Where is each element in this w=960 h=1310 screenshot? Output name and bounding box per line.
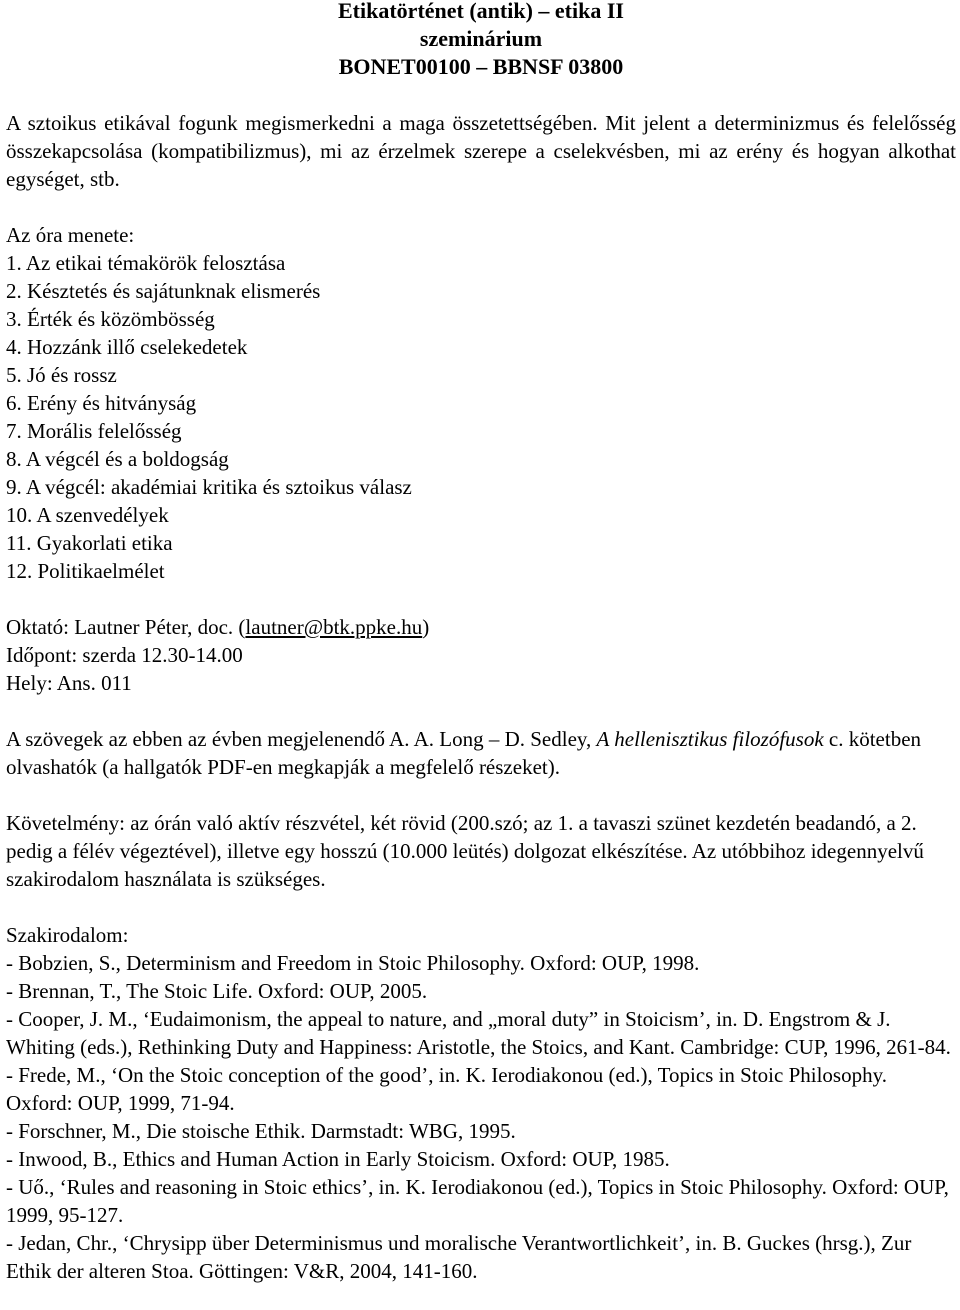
place-line: Hely: Ans. 011 [6, 671, 132, 695]
topics-section [6, 221, 956, 585]
texts-note [6, 725, 956, 781]
topic-item: 2. Késztetés és sajátunknak elismerés [6, 279, 321, 303]
topic-item: 10. A szenvedélyek [6, 503, 169, 527]
bibliography-section [6, 921, 956, 1285]
instructor-suffix: ) [422, 615, 430, 639]
instructor-text: Oktató: Lautner Péter, doc. ( [6, 615, 246, 639]
topic-item: 9. A végcél: akadémiai kritika és sztoikus válasz [6, 475, 412, 499]
reference-item: - Frede, M., ‘On the Stoic conception of the good’, in. K. Ierodiakonou (ed.), Topics in Stoic Philosophy. Oxford: OUP, 1999, 71-94. [6, 1063, 887, 1115]
texts-suffix: c. kötetben olvashatók (a hallgatók PDF-en megkapják a megfelelő részeket). [6, 727, 922, 779]
topic-item: 8. A végcél és a boldogság [6, 447, 229, 471]
reference-item: - Forschner, M., Die stoische Ethik. Darmstadt: WBG, 1995. [6, 1119, 516, 1143]
reference-item: - Uő., ‘Rules and reasoning in Stoic ethics’, in. K. Ierodiakonou (ed.), Topics in Stoic Philosophy. Oxford: OUP, 1999, 95-127. [6, 1175, 949, 1227]
time-line: Időpont: szerda 12.30-14.00 [6, 643, 243, 667]
topics-heading: Az óra menete: [6, 223, 135, 247]
course-header [6, 0, 956, 81]
topic-item: 1. Az etikai témakörök felosztása [6, 251, 286, 275]
book-title: A hellenisztikus filozófusok [596, 727, 824, 751]
topic-item: 3. Érték és közömbösség [6, 307, 215, 331]
course-description: A sztoikus etikával fogunk megismerkedni a maga összetettségében. Mit jelent a determinizmus és felelősség összekapcsolása (kompatibilizmus), mi az érzelmek szerepe a cselekvésben, mi az erény és hogyan alkothat egységet, stb. [6, 111, 956, 191]
topic-item: 12. Politikaelmélet [6, 559, 165, 583]
topic-item: 6. Erény és hitványság [6, 391, 197, 415]
texts-prefix: A szövegek az ebben az évben megjelenendő A. A. Long – D. Sedley, [6, 727, 597, 751]
bibliography-list [6, 949, 956, 1285]
syllabus-page [6, 0, 956, 1285]
topic-item: 11. Gyakorlati etika [6, 531, 173, 555]
course-code: BONET00100 – BBNSF 03800 [338, 54, 624, 79]
reference-item: - Bobzien, S., Determinism and Freedom in Stoic Philosophy. Oxford: OUP, 1998. [6, 951, 700, 975]
reference-item: - Inwood, B., Ethics and Human Action in Early Stoicism. Oxford: OUP, 1985. [6, 1147, 670, 1171]
reference-item: - Brennan, T., The Stoic Life. Oxford: OUP, 2005. [6, 979, 428, 1003]
topic-item: 4. Hozzánk illő cselekedetek [6, 335, 248, 359]
course-title: Etikatörténet (antik) – etika II [338, 0, 624, 23]
requirements-text: Követelmény: az órán való aktív részvétel, két rövid (200.szó; az 1. a tavaszi szünet kezdetén beadandó, a 2. pedig a félév végeztével), illetve egy hosszú (10.000 leütés) dolgozat elkészítése. Az utóbbihoz idegennyelvű szakirodalom használata is szükséges. [6, 811, 924, 891]
instructor-line [6, 613, 956, 641]
course-info [6, 613, 956, 697]
topic-item: 5. Jó és rossz [6, 363, 117, 387]
topics-list [6, 249, 956, 585]
topic-item: 7. Morális felelősség [6, 419, 182, 443]
bibliography-heading: Szakirodalom: [6, 923, 129, 947]
reference-item: - Cooper, J. M., ‘Eudaimonism, the appeal to nature, and „moral duty” in Stoicism’, in. D. Engstrom & J. Whiting (eds.), Rethinking Duty and Happiness: Aristotle, the Stoics, and Kant. Cambridge: CUP, 1996, 261-84. [6, 1007, 951, 1059]
reference-item: - Jedan, Chr., ‘Chrysipp über Determinismus und moralische Verantwortlichkeit’, in. B. Guckes (hrsg.), Zur Ethik der alteren Stoa. Göttingen: V&R, 2004, 141-160. [6, 1231, 912, 1283]
instructor-email-link[interactable]: lautner@btk.ppke.hu [245, 615, 423, 639]
course-type: szeminárium [419, 26, 543, 51]
